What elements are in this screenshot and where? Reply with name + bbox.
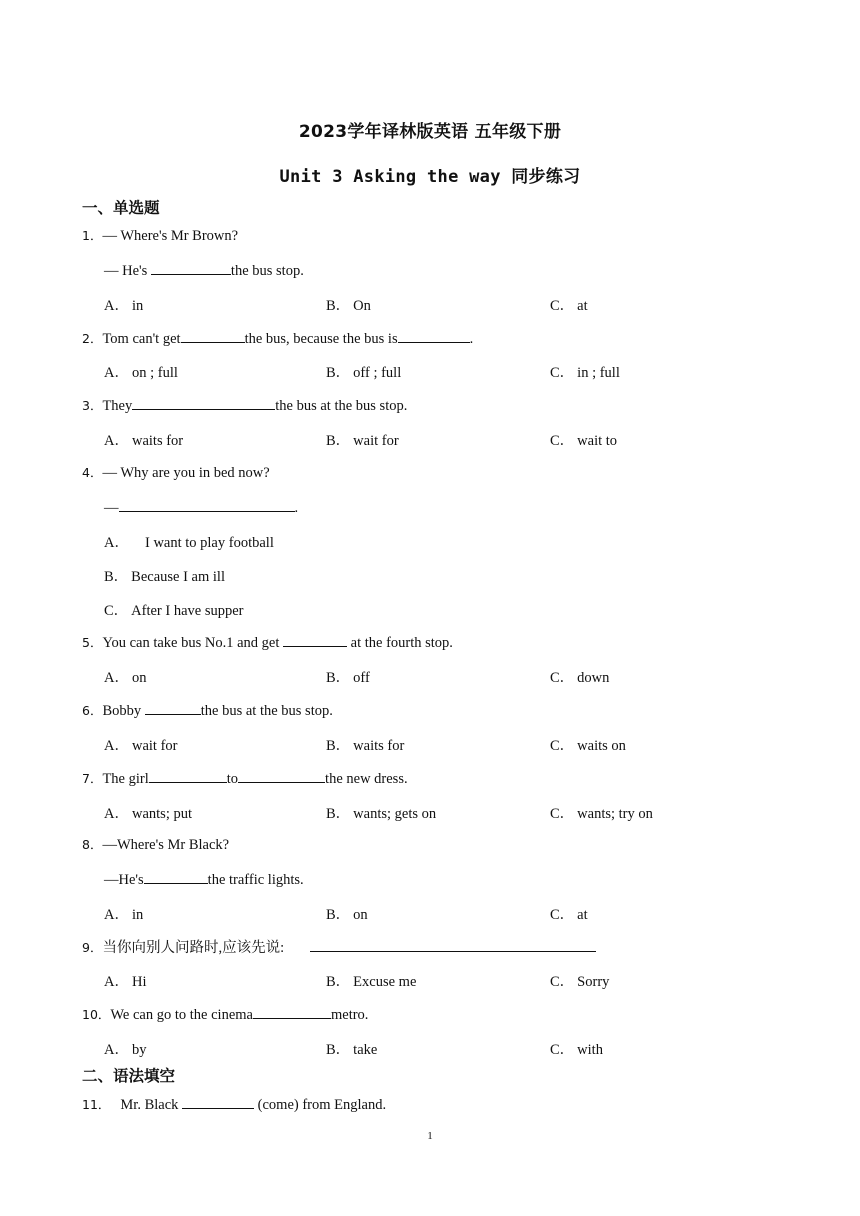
question-4: 4．— Why are you in bed now? [82, 465, 270, 481]
answer-blank [398, 328, 470, 343]
question-4-answer-line: — . [104, 497, 298, 517]
option-a: A． Hi [104, 974, 147, 990]
option-b: B． On [326, 298, 371, 314]
option-a: A． by [104, 1042, 147, 1058]
option-b: B． wait for [326, 433, 399, 449]
question-1 [82, 226, 238, 245]
answer-blank [132, 395, 275, 410]
question-7: 7．The girl to the new dress. [82, 768, 408, 788]
question-8: 8．—Where's Mr Black? [82, 837, 230, 853]
option-c: C． wants; try on [550, 806, 653, 822]
option-c: C． waits on [550, 738, 626, 754]
document-title: 2023学年译林版英语 五年级下册 [298, 122, 562, 142]
option-b: B． Excuse me [326, 974, 417, 990]
question-11: 11． Mr. Black (come) from England. [82, 1094, 386, 1114]
option-c: C． in ; full [550, 365, 620, 381]
option-b: B． wants; gets on [326, 806, 437, 822]
option-a: A． on [104, 670, 147, 686]
question-1-answer-line: — He's the bus stop. [104, 260, 304, 280]
option-b: B． waits for [326, 738, 405, 754]
answer-blank [149, 768, 227, 783]
document-subtitle: Unit 3 Asking the way 同步练习 [279, 167, 581, 187]
question-10: 10．We can go to the cinema metro. [82, 1004, 368, 1024]
answer-blank [238, 768, 325, 783]
section-heading-grammar-fill: 二、语法填空 [82, 1067, 176, 1085]
answer-blank [144, 869, 208, 884]
question-9: 9．当你向别人问路时,应该先说: [82, 936, 596, 957]
option-b: B． off ; full [326, 365, 402, 381]
option-a: A． on ; full [104, 365, 178, 381]
answer-blank [310, 937, 596, 952]
answer-blank [182, 1094, 254, 1109]
option-a: A． I want to play football [104, 535, 274, 551]
section-heading-single-choice: 一、单选题 [82, 199, 160, 217]
option-b: B． Because I am ill [104, 569, 225, 585]
option-a: A． in [104, 298, 144, 314]
question-3: 3．They the bus at the bus stop. [82, 395, 407, 415]
page-number: 1 [427, 1130, 433, 1142]
option-a: A． wait for [104, 738, 178, 754]
question-6: 6．Bobby the bus at the bus stop. [82, 700, 333, 720]
option-c: C． with [550, 1042, 603, 1058]
option-c: C． Sorry [550, 974, 610, 990]
answer-blank [145, 700, 201, 715]
option-c: C． at [550, 298, 588, 314]
question-2: 2．Tom can't get the bus, because the bus is . [82, 328, 473, 348]
question-text: — Where's Mr Brown? [102, 228, 239, 244]
answer-blank [283, 632, 347, 647]
option-c: C． at [550, 907, 588, 923]
option-c: C． wait to [550, 433, 618, 449]
answer-blank [151, 260, 231, 275]
option-b: B． off [326, 670, 370, 686]
option-a: A． in [104, 907, 144, 923]
answer-blank [253, 1004, 331, 1019]
question-5: 5．You can take bus No.1 and get at the fourth stop. [82, 632, 453, 652]
option-c: C． down [550, 670, 610, 686]
question-8-answer-line: —He's the traffic lights. [104, 869, 304, 889]
option-c: C． After I have supper [104, 603, 244, 619]
answer-blank [181, 328, 245, 343]
option-a: A． wants; put [104, 806, 192, 822]
option-b: B． on [326, 907, 368, 923]
option-b: B． take [326, 1042, 378, 1058]
option-a: A． waits for [104, 433, 184, 449]
answer-blank [119, 497, 295, 512]
question-number: 1． [82, 228, 103, 243]
